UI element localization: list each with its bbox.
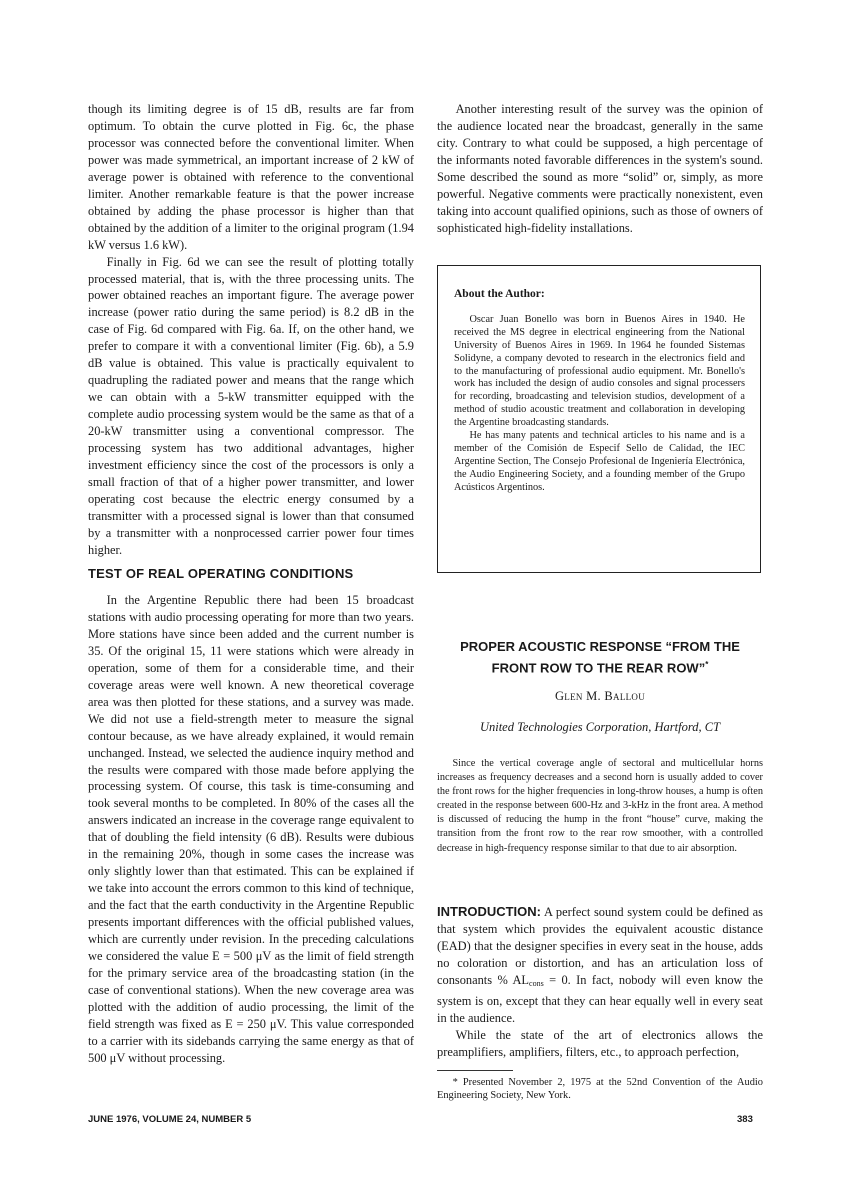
body-paragraph: Finally in Fig. 6d we can see the result of plotting totally processed material, that is, with the three processing units. The power obtained reaches an important figure. The average power increase (power ratio during the same period) is 8.2 dB in the case of Fig. 6d compared with Fig. 6a. If, on the other hand, we prefer to compare it with a conventional limiter (Fig. 6b), a 5.9 dB value is obtained. This value is practically equivalent to quadrupling the radiated power and means that the range which we can obtain with a 5-kW transmitter equipped with the complete audio processing system would be the same as that of a 20-kW transmitter using a conventional compressor. The processing system has two additional advantages, higher investment efficiency since the cost of the processors is only a small fraction of that of a higher power transmitter, and lower operating cost because the electric energy consumed by a transmitter with a processed signal is lower than that consumed by a transmitter with a nonprocessed carrier power four times higher. (88, 254, 414, 557)
article-title-line2: FRONT ROW TO THE REAR ROW” (491, 660, 706, 676)
intro-heading: INTRODUCTION: (437, 904, 541, 919)
section-body (88, 592, 414, 1067)
author-name: Glen M. Ballou (554, 689, 646, 703)
intro-text-cont: = 0. In fact, nobody will even know the system is on, except that they can hear equally well in every seat in the audience. (437, 972, 764, 1025)
section-heading: TEST OF REAL OPERATING CONDITIONS (88, 566, 354, 581)
introduction (437, 904, 763, 1061)
article-title (437, 638, 763, 677)
intro-subscript: cons (529, 978, 544, 988)
about-paragraph: He has many patents and technical articles to his name and is a member of the Comisión de Especif Sello de Calidad, the IEC Argentine Section, The Consejo Profesional de Ingeniería Electrónica, the Audio Engineering Society, and a founding member of the Grupo Acústicos Argentinos. (454, 430, 745, 493)
right-column (437, 101, 763, 237)
author-affiliation: United Technologies Corporation, Hartford, CT (479, 720, 721, 734)
intro-text: A perfect sound system could be defined as that system which provides the equivalent acoustic distance (EAD) that the designer specifies in every seat in the house, adds no coloration or distortion, and has an articulation loss of consonants % AL (437, 905, 763, 987)
abstract-text: Since the vertical coverage angle of sectoral and multicellular horns increases as frequency decreases and a second horn is usually added to cover the front rows for the higher frequencies in long-throw houses, a hump is often created in the response between 600-Hz and 3-kHz in the front area. A method is discussed of reducing the hump in the front “house” curve, making the transition from the front row to the rear row smoother, with a controlled decrease in high-frequency response similar to that due to air absorption. (437, 758, 763, 854)
abstract (437, 757, 763, 856)
body-paragraph: Another interesting result of the survey was the opinion of the audience located near the broadcast, generally in the same city. Contrary to what could be supposed, a high percentage of the informants noted favorable differences in the system's sound. Some described the sound as more “solid” or, simply, as more powerful. Negative comments were practically nonexistent, even taking into account qualified opinions, such as those of owners of sophisticated high-fidelity installations. (437, 102, 763, 235)
about-the-author-box (437, 265, 761, 573)
about-title: About the Author: (454, 288, 545, 300)
intro-paragraph (437, 904, 763, 1027)
page-number: 383 (737, 1114, 753, 1125)
footnote-divider (437, 1070, 513, 1071)
journal-issue: JUNE 1976, VOLUME 24, NUMBER 5 (88, 1114, 252, 1125)
article-title-line1: PROPER ACOUSTIC RESPONSE “FROM THE (460, 639, 740, 654)
footnote-mark: * (705, 660, 709, 669)
body-paragraph: In the Argentine Republic there had been 15 broadcast stations with audio processing operating for more than two years. More stations have since been added and the current number is 35. Of the original 15, 11 were stations which were already in operation, some of them for a considerable time, and their coverage areas were well known. A new theoretical coverage area was then plotted for these stations, and a survey was made. We did not use a field-strength meter to measure the signal contour because, as we have already explained, it would remain unchanged. Instead, we selected the audience inquiry method and the results were compared with those made before applying the processing system. Of course, this task is time-consuming and took several months to be completed. In 80% of the cases all the answers indicated an increase in the coverage range equivalent to that of doubling the field intensity (6 dB). Results were dubious in the remaining 20%, though in some cases the increase was only slightly lower than that estimated. This can be explained if we take into account the errors common to this kind of technique, and the fact that the earth conductivity in the Argentine Republic presents important differences with the official published values, which are currently under revision. In the preceding calculations we considered the value E = 500 μV as the limit of field strength for the primary service area of the broadcasting station (in the case of conventional stations). When the new coverage area was plotted with the addition of audio processing, the limit of the field strength was fixed as E = 250 μV. This value corresponded to a carrier with its sidebands carrying the same energy as that of 500 μV without processing. (88, 593, 414, 1065)
about-paragraph: Oscar Juan Bonello was born in Buenos Aires in 1940. He received the MS degree in electrical engineering from the National University of Buenos Aires in 1969. In 1964 he founded Sistemas Solidyne, a company devoted to research in the electronics field and to the manufacturing of professional audio equipment. Mr. Bonello's work has included the design of audio consoles and signal processers for recording, broadcasting and television studios, development of a method of studio acoustic treatment and collaboration in developing the Argentine broadcasting standards. (454, 313, 745, 429)
body-paragraph: though its limiting degree is of 15 dB, results are far from optimum. To obtain the curve plotted in Fig. 6c, the phase processor was connected before the conventional limiter. When power was made symmetrical, an important increase of 2 kW of average power is obtained with reference to the conventional limiter. Another remarkable feature is that the power increase obtained by adding the phase processor is higher than that obtained by the addition of a limiter to the original program (1.94 kW versus 1.6 kW). (88, 102, 414, 252)
left-column (88, 101, 414, 559)
footnote: * Presented November 2, 1975 at the 52nd Convention of the Audio Engineering Society, New York. (437, 1077, 763, 1101)
intro-paragraph: While the state of the art of electronics allows the preamplifiers, amplifiers, filters, etc., to approach perfection, (437, 1027, 763, 1059)
